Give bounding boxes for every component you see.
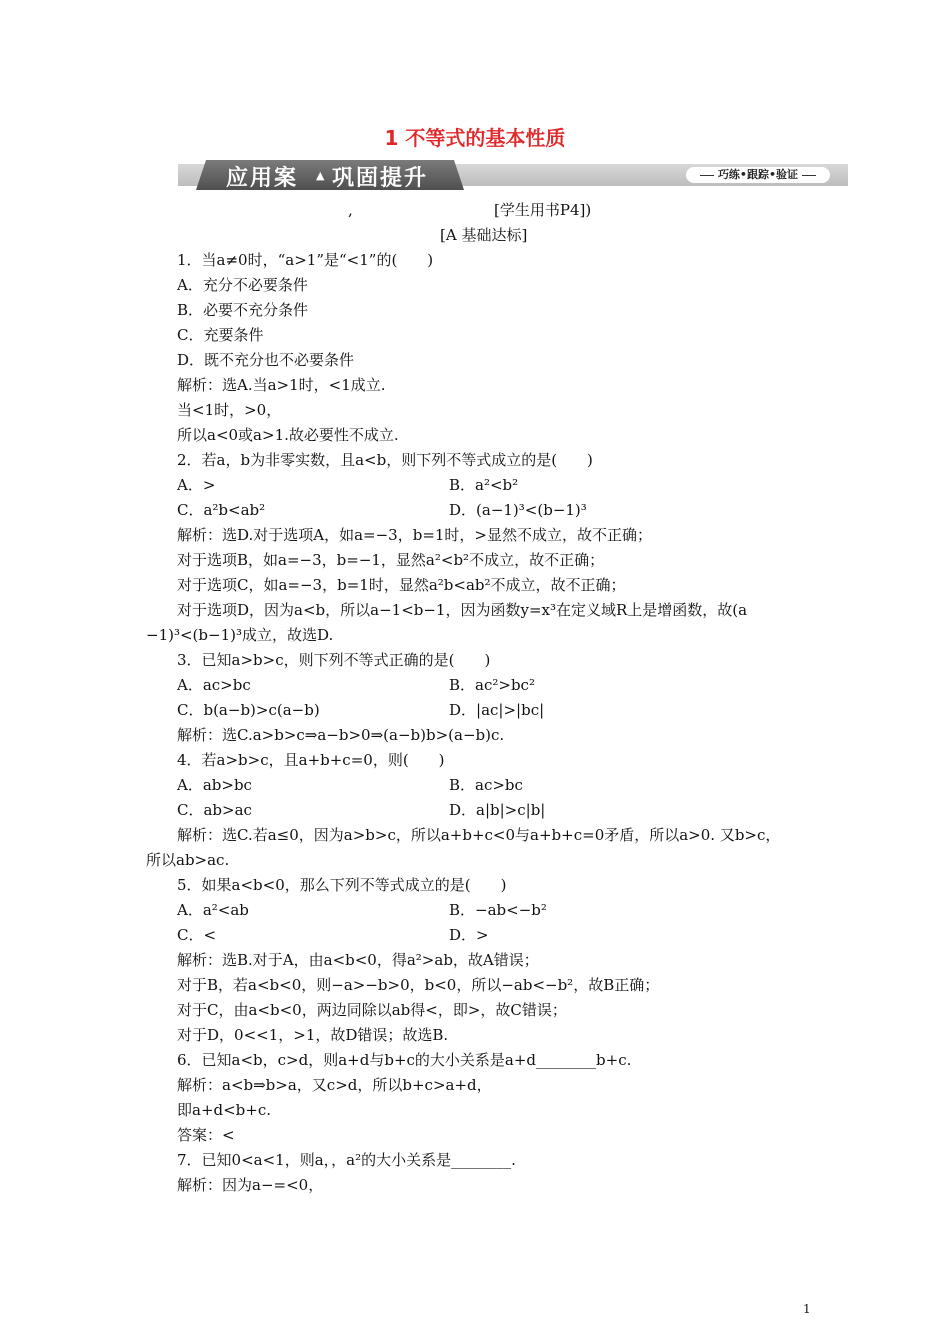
q5-analysis-4: 对于D，0<<1，>1，故D错误；故选B. [177,1026,449,1044]
q4-option-b: B．ac>bc [449,776,523,794]
banner-tag-text: 巧练•跟踪•验证 [717,168,798,181]
q1-analysis-2: 当<1时，>0， [177,401,282,419]
q6-answer: 答案：< [177,1126,235,1144]
q3-option-d: D．|ac|>|bc| [449,701,545,719]
tag-line-right [802,175,816,176]
ref-text: [学生用书P4]) [494,201,592,219]
q1-analysis-3: 所以a<0或a>1.故必要性不成立. [177,426,399,444]
question-7: 7．已知0<a<1，则a，，a²的大小关系是________. [177,1151,516,1169]
q2-analysis-4: 对于选项D，因为a<b，所以a−1<b−1，因为函数y=x³在定义域R上是增函数，故(a [177,601,748,619]
q2-option-d: D．(a−1)³<(b−1)³ [449,501,587,519]
question-5: 5．如果a<b<0，那么下列不等式成立的是( ) [177,876,507,894]
q4-option-d: D．a|b|>c|b| [449,801,546,819]
q2-analysis-5: −1)³<(b−1)³成立，故选D. [146,626,334,644]
q1-option-d: D．既不充分也不必要条件 [177,351,355,369]
banner-left-text: 应用案 [226,166,299,191]
q5-option-c: C．< [177,926,217,944]
ref-comma: , [348,201,353,219]
q3-analysis: 解析：选C.a>b>c⇒a−b>0⇒(a−b)b>(a−b)c. [177,726,505,744]
q2-analysis-1: 解析：选D.对于选项A，如a=−3，b=1时，>显然不成立，故不正确； [177,526,653,544]
q3-option-b: B．ac²>bc² [449,676,535,694]
section-banner [178,160,848,190]
question-3: 3．已知a>b>c，则下列不等式正确的是( ) [177,651,491,669]
section-heading: [A 基础达标] [440,226,528,244]
q6-analysis-2: 即a+d<b+c. [177,1101,272,1119]
q7-analysis-1: 解析：因为a−=<0， [177,1176,324,1194]
question-6: 6．已知a<b，c>d，则a+d与b+c的大小关系是a+d________b+c. [177,1051,632,1069]
tag-line-left [700,175,714,176]
page-title: 1 不等式的基本性质 [384,126,566,150]
q2-option-a: A．> [177,476,216,494]
banner-tag [686,167,830,183]
q2-option-c: C．a²b<ab² [177,501,266,519]
q4-option-c: C．ab>ac [177,801,252,819]
q2-analysis-3: 对于选项C，如a=−3，b=1时，显然a²b<ab²不成立，故不正确； [177,576,626,594]
question-4: 4．若a>b>c，且a+b+c=0，则( ) [177,751,445,769]
question-2: 2．若a，b为非零实数，且a<b，则下列不等式成立的是( ) [177,451,593,469]
q5-option-d: D．> [449,926,489,944]
q5-analysis-3: 对于C，由a<b<0，两边同除以ab得<，即>，故C错误； [177,1001,567,1019]
q1-option-b: B．必要不充分条件 [177,301,309,319]
q4-option-a: A．ab>bc [177,776,252,794]
q5-option-a: A．a²<ab [177,901,249,919]
q6-analysis-1: 解析：a<b⇒b>a，又c>d，所以b+c>a+d， [177,1076,492,1094]
q5-analysis-1: 解析：选B.对于A，由a<b<0，得a²>ab，故A错误； [177,951,539,969]
q2-option-b: B．a²<b² [449,476,519,494]
q1-option-a: A．充分不必要条件 [177,276,308,294]
q1-analysis-1: 解析：选A.当a>1时，<1成立. [177,376,386,394]
q4-analysis-1: 解析：选C.若a≤0，因为a>b>c，所以a+b+c<0与a+b+c=0矛盾，所以a>0. 又b>c， [177,826,781,844]
q5-option-b: B．−ab<−b² [449,901,547,919]
q3-option-c: C．b(a−b)>c(a−b) [177,701,320,719]
triangle-icon: ▲ [316,169,325,182]
q1-option-c: C．充要条件 [177,326,264,344]
page-number: 1 [803,1302,811,1316]
q3-option-a: A．ac>bc [177,676,251,694]
question-1: 1．当a≠0时，“a>1”是“<1”的( ) [177,251,434,269]
q2-analysis-2: 对于选项B，如a=−3，b=−1，显然a²<b²不成立，故不正确； [177,551,605,569]
banner-right-text: 巩固提升 [332,166,429,191]
q4-analysis-2: 所以ab>ac. [146,851,230,869]
q5-analysis-2: 对于B，若a<b<0，则−a>−b>0，b<0，所以−ab<−b²，故B正确； [177,976,660,994]
